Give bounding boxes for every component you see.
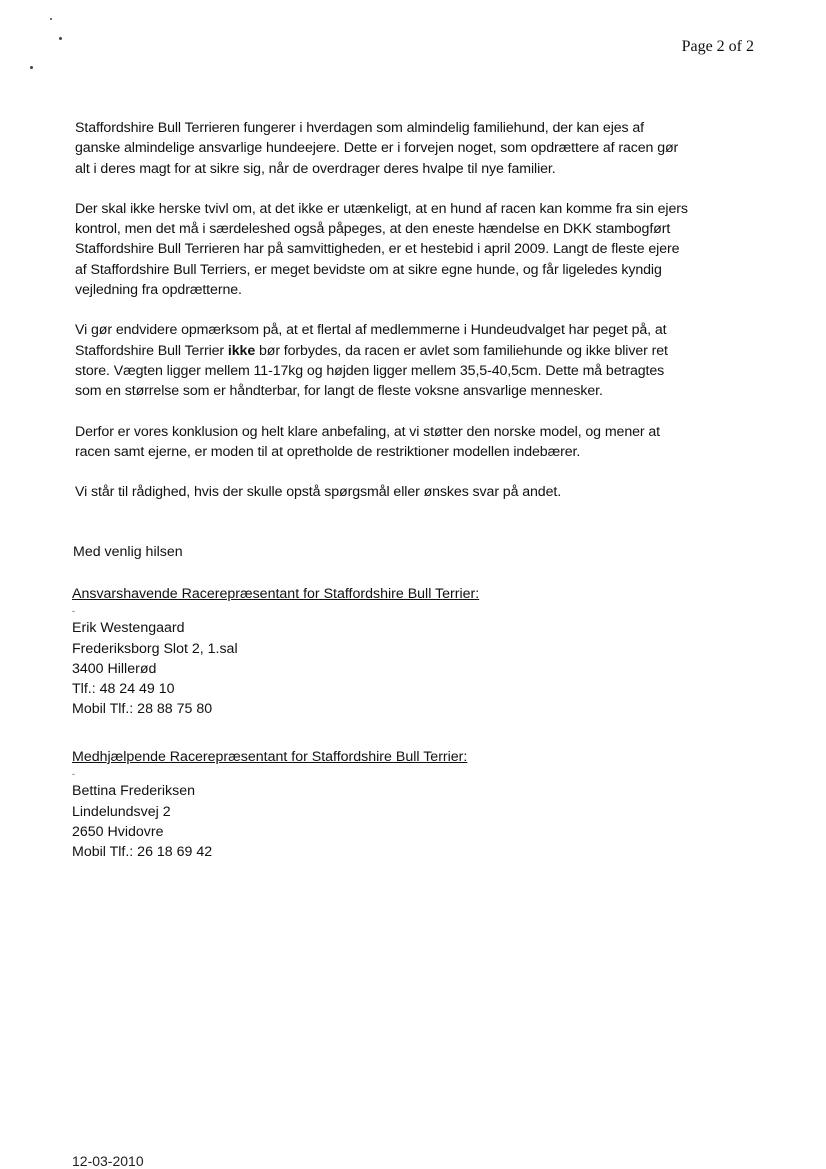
paragraph-family-dog <box>75 118 765 179</box>
text-line: kontrol, men det må i særdeleshed også påpeges, at den eneste hændelse en DKK stambogført <box>75 221 671 238</box>
paragraph-availability <box>75 482 765 502</box>
scan-speck <box>50 18 52 20</box>
text-line: store. Vægten ligger mellem 11-17kg og højden ligger mellem 35,5-40,5cm. Dette må betragtes <box>75 362 665 379</box>
text-line: Staffordshire Bull Terrieren har på samvittigheden, er et hestebid i april 2009. Langt de fleste ejere <box>75 241 680 258</box>
contact-block-primary <box>72 584 672 720</box>
footer-date: 12-03-2010 <box>72 1153 144 1169</box>
scan-speck <box>30 66 33 69</box>
contact-heading: Ansvarshavende Racerepræsentant for Staffordshire Bull Terrier: <box>72 586 480 602</box>
paragraph-conclusion <box>75 422 765 463</box>
text-segment: bør forbydes, da racen er avlet som familiehunde og ikke bliver ret <box>255 342 668 359</box>
contact-heading: Medhjælpende Racerepræsentant for Staffordshire Bull Terrier: <box>72 749 468 765</box>
contact-mobile: Mobil Tlf.: 28 88 75 80 <box>72 701 213 718</box>
paragraph-incident <box>75 199 765 300</box>
letter-body <box>75 118 765 502</box>
contact-mobile: Mobil Tlf.: 26 18 69 42 <box>72 844 213 861</box>
text-segment: Staffordshire Bull Terrier <box>75 342 228 359</box>
contact-address: Frederiksborg Slot 2, 1.sal <box>72 640 238 657</box>
text-line: racen samt ejerne, er moden til at opretholde de restriktioner modellen indebærer. <box>75 443 581 460</box>
text-line: Vi gør endvidere opmærksom på, at et flertal af medlemmerne i Hundeudvalget har peget på, at <box>75 322 667 339</box>
emphasis-ikke: ikke <box>227 342 256 359</box>
contact-address: Lindelundsvej 2 <box>72 803 171 820</box>
contact-city: 2650 Hvidovre <box>72 823 164 840</box>
text-line: af Staffordshire Bull Terriers, er meget bevidste om at sikre egne hunde, og får ligeledes kyndig <box>75 261 662 278</box>
text-line: Staffordshire Bull Terrieren fungerer i hverdagen som almindelig familiehund, der kan ejes af <box>75 120 645 136</box>
paragraph-committee <box>75 320 765 401</box>
closing-salutation: Med venlig hilsen <box>73 544 183 560</box>
text-line: alt i deres magt for at sikre sig, når de overdrager deres hvalpe til nye familier. <box>75 160 556 177</box>
dash-mark: - <box>72 769 75 780</box>
contact-name: Bettina Frederiksen <box>72 783 196 800</box>
text-line: som en størrelse som er håndterbar, for langt de fleste voksne ansvarlige mennesker. <box>75 383 603 400</box>
page-number: Page 2 of 2 <box>681 38 754 55</box>
text-line: vejledning fra opdrætterne. <box>75 282 242 299</box>
scan-speck <box>59 37 62 40</box>
contact-city: 3400 Hillerød <box>72 660 157 677</box>
dash-mark: - <box>72 606 75 617</box>
text-line: Der skal ikke herske tvivl om, at det ikke er utænkeligt, at en hund af racen kan komme fra sin ejers <box>75 200 688 217</box>
text-line <box>75 341 765 361</box>
contact-block-assistant <box>72 747 672 862</box>
text-line: Derfor er vores konklusion og helt klare anbefaling, at vi støtter den norske model, og mener at <box>75 423 661 440</box>
text-line: Vi står til rådighed, hvis der skulle opstå spørgsmål eller ønskes svar på andet. <box>75 484 562 501</box>
contact-phone: Tlf.: 48 24 49 10 <box>72 681 175 698</box>
text-line: ganske almindelige ansvarlige hundeejere. Dette er i forvejen noget, som opdrættere af racen gør <box>75 140 679 157</box>
contact-name: Erik Westengaard <box>72 620 185 637</box>
